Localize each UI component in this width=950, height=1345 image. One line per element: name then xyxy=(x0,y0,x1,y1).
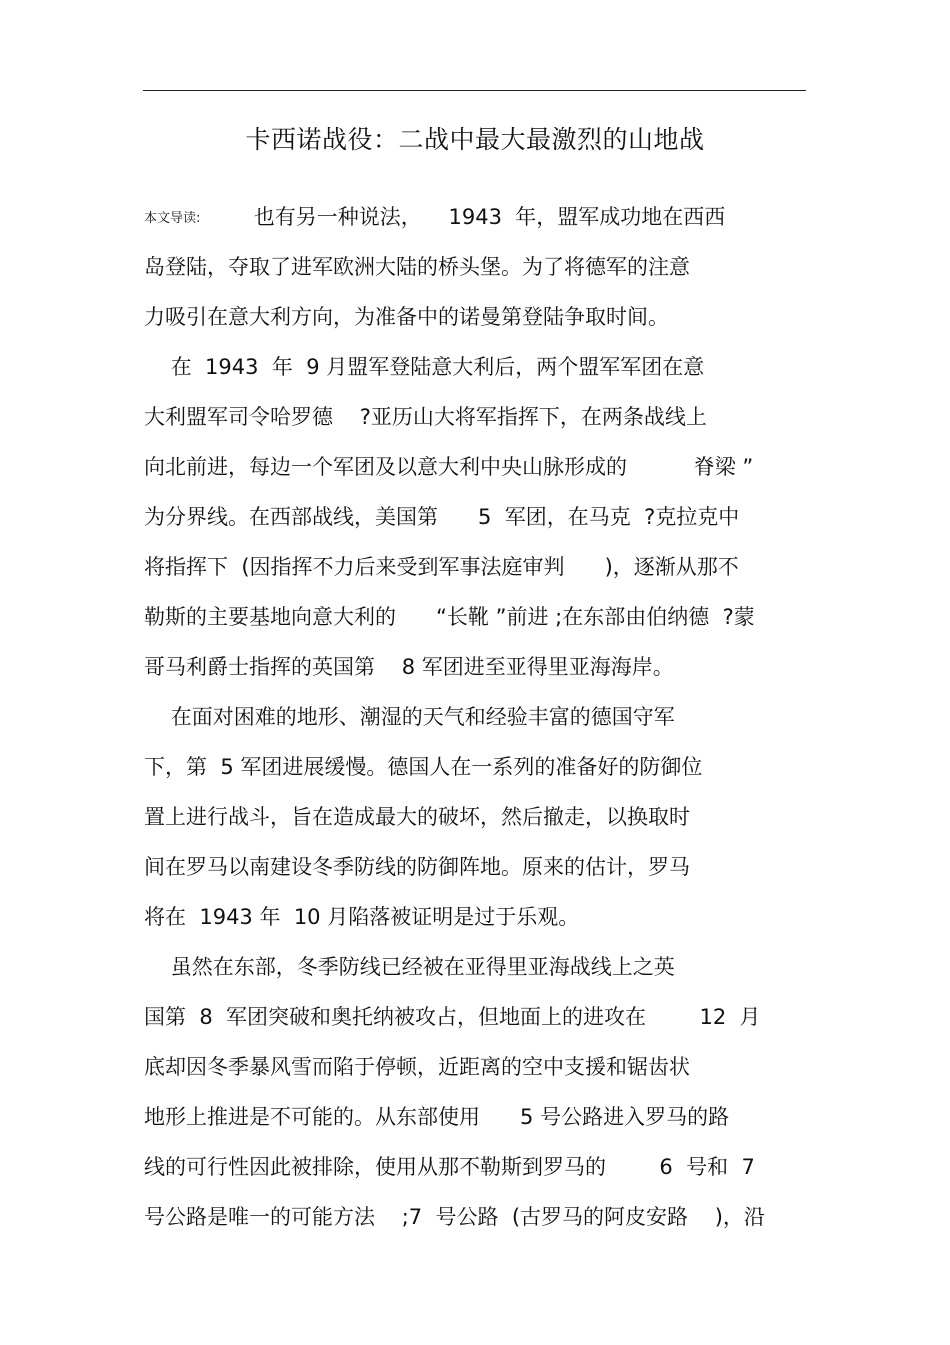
text-line: 在面对困难的地形、潮湿的天气和经验丰富的德国守军 xyxy=(144,705,675,729)
text-line: 下，第 5 军团进展缓慢。德国人在一系列的准备好的防御位 xyxy=(144,755,703,779)
text-line: 哥马利爵士指挥的英国第 8 军团进至亚得里亚海海岸。 xyxy=(144,655,674,679)
lead-line xyxy=(144,197,814,247)
text-line: 地形上推进是不可能的。从东部使用 5 号公路进入罗马的路 xyxy=(144,1105,730,1129)
text-line: 间在罗马以南建设冬季防线的防御阵地。原来的估计，罗马 xyxy=(144,855,690,879)
text-line: 向北前进，每边一个军团及以意大利中央山脉形成的 脊梁 ” xyxy=(144,455,754,479)
text-line: 将在 1943 年 10 月陷落被证明是过于乐观。 xyxy=(144,905,580,929)
lead-text: 也有另一种说法， 1943 年，盟军成功地在西西 xyxy=(200,205,726,229)
text-line: 岛登陆，夺取了进军欧洲大陆的桥头堡。为了将德军的注意 xyxy=(144,255,690,279)
text-line: 底却因冬季暴风雪而陷于停顿，近距离的空中支援和锯齿状 xyxy=(144,1055,690,1079)
text-line: 国第 8 军团突破和奥托纳被攻占，但地面上的进攻在 12 月 xyxy=(144,1005,761,1029)
text-line: 在 1943 年 9 月盟军登陆意大利后，两个盟军军团在意 xyxy=(144,355,705,379)
text-line: 大利盟军司令哈罗德 ?亚历山大将军指挥下，在两条战线上 xyxy=(144,405,707,429)
text-line: 号公路是唯一的可能方法 ;7 号公路 (古罗马的阿皮安路 )，沿 xyxy=(144,1205,765,1229)
document-body xyxy=(144,197,814,1247)
text-line: 勒斯的主要基地向意大利的 “长靴 ”前进 ;在东部由伯纳德 ?蒙 xyxy=(144,605,755,629)
text-line: 为分界线。在西部战线，美国第 5 军团，在马克 ?克拉克中 xyxy=(144,505,740,529)
lead-label: 本文导读: xyxy=(144,211,201,226)
header-rule xyxy=(143,90,806,91)
text-line: 将指挥下 (因指挥不力后来受到军事法庭审判 )，逐渐从那不 xyxy=(144,555,739,579)
text-line: 置上进行战斗，旨在造成最大的破坏，然后撤走，以换取时 xyxy=(144,805,690,829)
text-line: 线的可行性因此被排除，使用从那不勒斯到罗马的 6 号和 7 xyxy=(144,1155,755,1179)
text-line: 虽然在东部，冬季防线已经被在亚得里亚海战线上之英 xyxy=(144,955,675,979)
document-title: 卡西诺战役：二战中最大最激烈的山地战 xyxy=(245,125,705,154)
text-line: 力吸引在意大利方向，为准备中的诺曼第登陆争取时间。 xyxy=(144,305,669,329)
